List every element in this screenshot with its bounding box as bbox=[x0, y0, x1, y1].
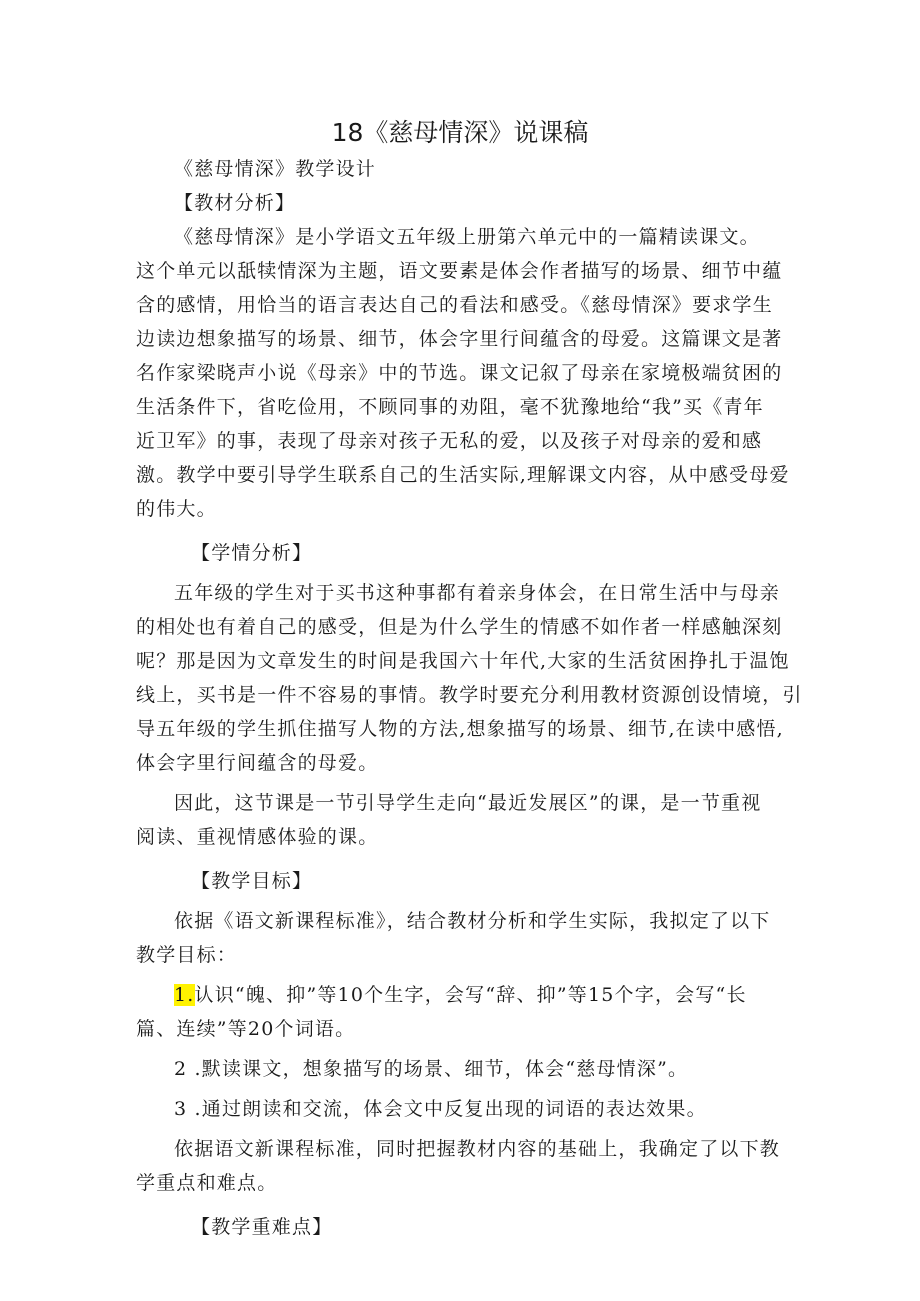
paragraph-line: 阅读、重视情感体验的课。 bbox=[136, 826, 379, 848]
section-heading-textbook-analysis: 【教材分析】 bbox=[174, 192, 296, 214]
paragraph-line: 教学目标： bbox=[136, 944, 238, 966]
paragraph-line: 激。教学中要引导学生联系自己的生活实际,理解课文内容，从中感受母爱 bbox=[136, 464, 790, 486]
highlighted-number: 1. bbox=[174, 984, 195, 1006]
paragraph-line: 依据语文新课程标准，同时把握教材内容的基础上，我确定了以下教 bbox=[174, 1138, 781, 1160]
goal-item-text: 认识“魄、抑”等10个生字，会写“辞、抑”等15个字，会写“长 bbox=[194, 984, 747, 1006]
section-heading-teaching-goals: 【教学目标】 bbox=[191, 870, 313, 892]
document-body bbox=[136, 152, 803, 1244]
goal-item-3: 3 .通过朗读和交流，体会文中反复出现的词语的表达效果。 bbox=[174, 1098, 707, 1120]
paragraph-line: 线上，买书是一件不容易的事情。教学时要充分利用教材资源创设情境，引 bbox=[136, 684, 803, 706]
paragraph-line: 含的感情，用恰当的语言表达自己的看法和感受。《慈母情深》要求学生 bbox=[136, 294, 773, 316]
paragraph-line: 五年级的学生对于买书这种事都有着亲身体会，在日常生活中与母亲 bbox=[174, 582, 781, 604]
paragraph-line: 的伟大。 bbox=[136, 498, 217, 520]
paragraph-line: 导五年级的学生抓住描写人物的方法,想象描写的场景、细节,在读中感悟, bbox=[136, 718, 784, 740]
paragraph-line: 边读边想象描写的场景、细节，体会字里行间蕴含的母爱。这篇课文是著 bbox=[136, 328, 783, 350]
goal-item-1 bbox=[136, 978, 796, 1012]
subtitle: 《慈母情深》教学设计 bbox=[174, 158, 377, 180]
paragraph-line: 《慈母情深》是小学语文五年级上册第六单元中的一篇精读课文。 bbox=[174, 226, 760, 248]
paragraph-line: 名作家梁晓声小说《母亲》中的节选。课文记叙了母亲在家境极端贫困的 bbox=[136, 362, 783, 384]
paragraph-line: 的相处也有着自己的感受，但是为什么学生的情感不如作者一样感触深刻 bbox=[136, 616, 783, 638]
paragraph-line: 篇、连续”等20个词语。 bbox=[136, 1018, 356, 1040]
paragraph-line: 依据《语文新课程标准》，结合教材分析和学生实际，我拟定了以下 bbox=[174, 910, 771, 932]
paragraph-line: 近卫军》的事，表现了母亲对孩子无私的爱，以及孩子对母亲的爱和感 bbox=[136, 430, 763, 452]
paragraph-line: 这个单元以舐犊情深为主题，语文要素是体会作者描写的场景、细节中蕴 bbox=[136, 260, 783, 282]
paragraph-line: 体会字里行间蕴含的母爱。 bbox=[136, 752, 379, 774]
paragraph-line: 呢？那是因为文章发生的时间是我国六十年代,大家的生活贫困挣扎于温饱 bbox=[136, 650, 790, 672]
section-heading-student-analysis: 【学情分析】 bbox=[191, 542, 313, 564]
paragraph-line: 生活条件下，省吃俭用，不顾同事的劝阻，毫不犹豫地给“我”买《青年 bbox=[136, 396, 764, 418]
paragraph-line: 学重点和难点。 bbox=[136, 1172, 278, 1194]
document-title: 18《慈母情深》说课稿 bbox=[331, 118, 589, 147]
section-heading-key-points: 【教学重难点】 bbox=[191, 1216, 333, 1238]
goal-item-2: 2 .默读课文，想象描写的场景、细节，体会“慈母情深”。 bbox=[174, 1058, 689, 1080]
paragraph-line: 因此，这节课是一节引导学生走向“最近发展区”的课，是一节重视 bbox=[174, 792, 762, 814]
